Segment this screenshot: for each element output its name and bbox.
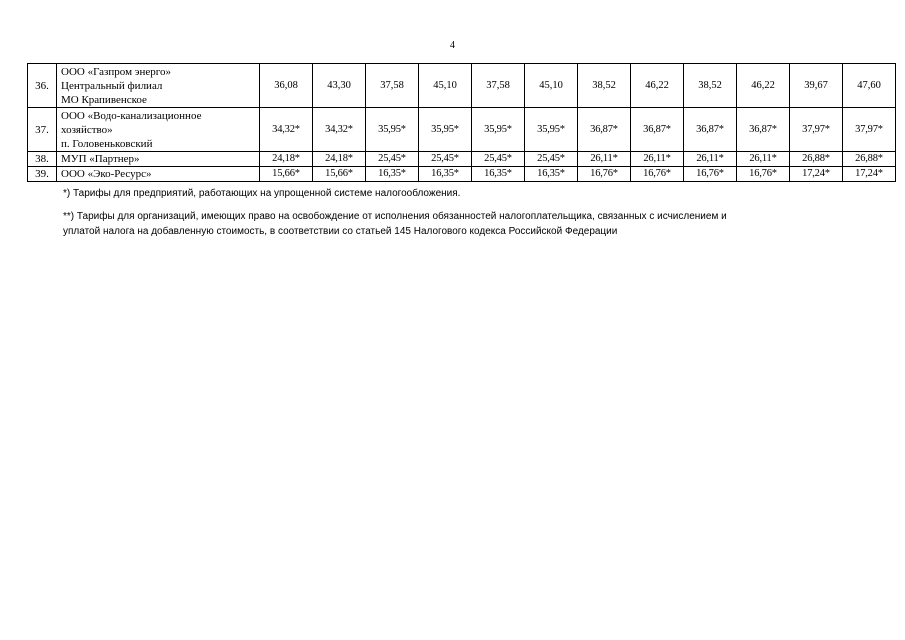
- tariff-value: 36,87*: [631, 108, 684, 152]
- tariff-value: 15,66*: [313, 167, 366, 182]
- tariff-value: 37,58: [366, 64, 419, 108]
- tariff-value: 38,52: [578, 64, 631, 108]
- organization-name: [57, 108, 260, 152]
- organization-name-line: МУП «Партнер»: [61, 153, 140, 165]
- tariff-value: 36,87*: [684, 108, 737, 152]
- table-row: [28, 152, 896, 167]
- row-number: 37.: [28, 108, 57, 152]
- organization-name-line: МО Крапивенское: [61, 93, 147, 106]
- tariff-value: 36,87*: [578, 108, 631, 152]
- table-row: [28, 108, 896, 152]
- tariff-value: 38,52: [684, 64, 737, 108]
- tariff-value: 34,32*: [260, 108, 313, 152]
- footnotes: [63, 186, 863, 239]
- tariff-value: 26,88*: [843, 152, 896, 167]
- tariff-value: 45,10: [525, 64, 578, 108]
- tariff-value: 39,67: [790, 64, 843, 108]
- organization-name: [57, 167, 260, 182]
- tariff-value: 26,11*: [684, 152, 737, 167]
- tariff-value: 15,66*: [260, 167, 313, 182]
- footnote-vat-exemption-line-1: **) Тарифы для организаций, имеющих право на освобождение от исполнения обязанностей налогоплательщика, связанных с исчислением и: [63, 211, 727, 222]
- tariff-value: 16,35*: [472, 167, 525, 182]
- organization-name-line: ООО «Газпром энерго»: [61, 65, 172, 78]
- tariff-value: 26,11*: [631, 152, 684, 167]
- tariff-value: 25,45*: [525, 152, 578, 167]
- tariff-value: 26,11*: [737, 152, 790, 167]
- page-number: 4: [450, 40, 455, 51]
- tariff-value: 46,22: [631, 64, 684, 108]
- tariff-value: 35,95*: [419, 108, 472, 152]
- row-number: 38.: [28, 152, 57, 167]
- organization-name: [57, 64, 260, 108]
- tariff-value: 34,32*: [313, 108, 366, 152]
- tariff-value: 37,97*: [790, 108, 843, 152]
- row-number: 39.: [28, 167, 57, 182]
- tariff-value: 25,45*: [472, 152, 525, 167]
- organization-name-line: ООО «Эко-Ресурс»: [61, 168, 152, 180]
- footnote-simplified-tax: *) Тарифы для предприятий, работающих на упрощенной системе налогообложения.: [63, 188, 461, 199]
- row-number: 36.: [28, 64, 57, 108]
- tariff-value: 36,08: [260, 64, 313, 108]
- tariff-value: 16,35*: [525, 167, 578, 182]
- tariff-value: 47,60: [843, 64, 896, 108]
- tariff-value: 25,45*: [366, 152, 419, 167]
- table-row: [28, 64, 896, 108]
- tariff-value: 16,35*: [419, 167, 472, 182]
- tariff-value: 35,95*: [366, 108, 419, 152]
- organization-name-line: Центральный филиал: [61, 79, 163, 92]
- tariff-table: [27, 63, 896, 182]
- tariff-value: 36,87*: [737, 108, 790, 152]
- tariff-value: 45,10: [419, 64, 472, 108]
- table-row: [28, 167, 896, 182]
- tariff-value: 24,18*: [260, 152, 313, 167]
- tariff-value: 16,76*: [578, 167, 631, 182]
- organization-name-line: ООО «Водо-канализационное: [61, 109, 202, 122]
- tariff-value: 16,76*: [684, 167, 737, 182]
- organization-name: [57, 152, 260, 167]
- tariff-value: 26,88*: [790, 152, 843, 167]
- tariff-value: 35,95*: [525, 108, 578, 152]
- tariff-value: 35,95*: [472, 108, 525, 152]
- tariff-value: 25,45*: [419, 152, 472, 167]
- tariff-value: 26,11*: [578, 152, 631, 167]
- tariff-value: 37,58: [472, 64, 525, 108]
- organization-name-line: п. Головеньковский: [61, 137, 153, 150]
- footnote-vat-exemption-line-2: уплатой налога на добавленную стоимость, в соответствии со статьей 145 Налогового кодекса Российской Федерации: [63, 226, 618, 237]
- tariff-value: 46,22: [737, 64, 790, 108]
- tariff-value: 17,24*: [790, 167, 843, 182]
- table-body: [28, 64, 896, 182]
- tariff-value: 43,30: [313, 64, 366, 108]
- tariff-value: 16,76*: [631, 167, 684, 182]
- tariff-value: 16,76*: [737, 167, 790, 182]
- tariff-value: 37,97*: [843, 108, 896, 152]
- organization-name-line: хозяйство»: [61, 123, 113, 136]
- tariff-value: 16,35*: [366, 167, 419, 182]
- tariff-value: 24,18*: [313, 152, 366, 167]
- tariff-value: 17,24*: [843, 167, 896, 182]
